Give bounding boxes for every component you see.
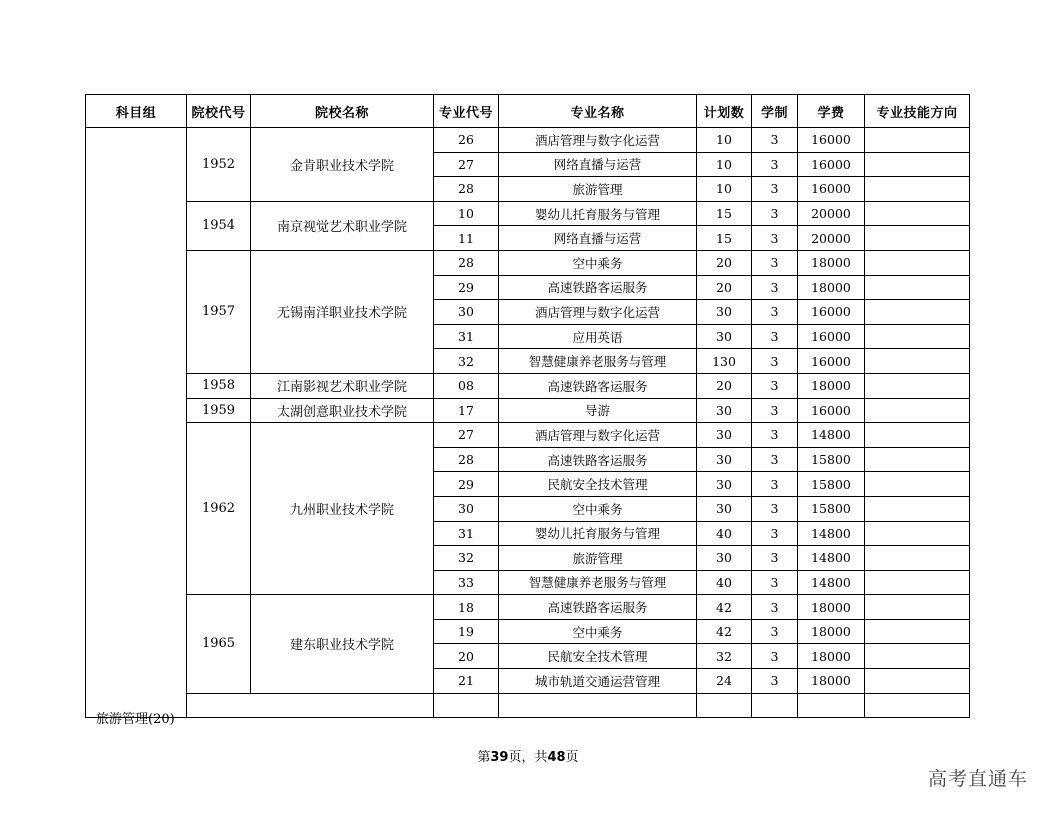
header-duration: 学制 (752, 95, 798, 128)
skill-direction-cell (865, 423, 970, 448)
major-code-cell: 08 (434, 373, 499, 398)
major-code-cell: 28 (434, 447, 499, 472)
major-code-cell: 10 (434, 201, 499, 226)
skill-direction-cell (865, 152, 970, 177)
table-row (86, 128, 970, 153)
tuition-cell: 16000 (798, 398, 865, 423)
major-name-cell: 城市轨道交通运营管理 (499, 669, 697, 694)
skill-direction-cell (865, 201, 970, 226)
continued-cell (865, 693, 970, 718)
plan-count-cell: 20 (697, 373, 752, 398)
table-row (86, 250, 970, 275)
continued-cell (697, 693, 752, 718)
plan-count-cell: 10 (697, 128, 752, 153)
table-row-continued (86, 693, 970, 718)
major-name-cell: 婴幼儿托育服务与管理 (499, 521, 697, 546)
major-code-cell: 11 (434, 226, 499, 251)
header-skill-direction: 专业技能方向 (865, 95, 970, 128)
table-body (86, 128, 970, 728)
major-code-cell: 30 (434, 496, 499, 521)
tuition-cell: 15800 (798, 447, 865, 472)
major-name-cell: 导游 (499, 398, 697, 423)
duration-cell: 3 (752, 472, 798, 497)
major-code-cell: 31 (434, 521, 499, 546)
tuition-cell: 14800 (798, 423, 865, 448)
tuition-cell: 15800 (798, 472, 865, 497)
header-tuition: 学费 (798, 95, 865, 128)
major-code-cell: 27 (434, 423, 499, 448)
school-name-cell: 金肯职业技术学院 (251, 128, 434, 202)
plan-count-cell: 10 (697, 177, 752, 202)
skill-direction-cell (865, 669, 970, 694)
major-code-cell: 30 (434, 300, 499, 325)
major-code-cell: 32 (434, 546, 499, 571)
major-name-cell: 高速铁路客运服务 (499, 275, 697, 300)
major-name-cell: 婴幼儿托育服务与管理 (499, 201, 697, 226)
major-name-cell: 空中乘务 (499, 250, 697, 275)
major-name-cell: 应用英语 (499, 324, 697, 349)
continued-cell (798, 693, 865, 718)
page-prefix: 第 (477, 750, 491, 765)
tuition-cell: 18000 (798, 373, 865, 398)
skill-direction-cell (865, 447, 970, 472)
duration-cell: 3 (752, 521, 798, 546)
plan-count-cell: 30 (697, 496, 752, 521)
page-middle: 页，共 (508, 750, 548, 765)
skill-direction-cell (865, 521, 970, 546)
major-name-cell: 高速铁路客运服务 (499, 373, 697, 398)
school-name-cell: 南京视觉艺术职业学院 (251, 201, 434, 250)
skill-direction-cell (865, 570, 970, 595)
major-code-cell: 28 (434, 250, 499, 275)
major-code-cell: 18 (434, 595, 499, 620)
duration-cell: 3 (752, 619, 798, 644)
tuition-cell: 16000 (798, 128, 865, 153)
tuition-cell: 15800 (798, 496, 865, 521)
skill-direction-cell (865, 472, 970, 497)
subject-group-label: 旅游管理(20) (96, 712, 175, 728)
plan-count-cell: 20 (697, 275, 752, 300)
skill-direction-cell (865, 128, 970, 153)
major-name-cell: 网络直播与运营 (499, 152, 697, 177)
plan-count-cell: 30 (697, 472, 752, 497)
header-plan-count: 计划数 (697, 95, 752, 128)
major-code-cell: 26 (434, 128, 499, 153)
plan-count-cell: 30 (697, 423, 752, 448)
header-major-name: 专业名称 (499, 95, 697, 128)
duration-cell: 3 (752, 644, 798, 669)
duration-cell: 3 (752, 398, 798, 423)
major-name-cell: 网络直播与运营 (499, 226, 697, 251)
duration-cell: 3 (752, 324, 798, 349)
major-code-cell: 17 (434, 398, 499, 423)
plan-count-cell: 42 (697, 619, 752, 644)
major-code-cell: 21 (434, 669, 499, 694)
major-code-cell: 20 (434, 644, 499, 669)
tuition-cell: 20000 (798, 226, 865, 251)
duration-cell: 3 (752, 546, 798, 571)
skill-direction-cell (865, 300, 970, 325)
major-name-cell: 酒店管理与数字化运营 (499, 128, 697, 153)
watermark-text: 高考直通车 (927, 768, 1028, 790)
table-row (86, 398, 970, 423)
skill-direction-cell (865, 595, 970, 620)
school-name-cell: 九州职业技术学院 (251, 423, 434, 595)
plan-count-cell: 30 (697, 398, 752, 423)
duration-cell: 3 (752, 250, 798, 275)
header-school-name: 院校名称 (251, 95, 434, 128)
skill-direction-cell (865, 250, 970, 275)
school-code-cell: 1965 (187, 595, 251, 693)
school-name-cell: 无锡南洋职业技术学院 (251, 250, 434, 373)
tuition-cell: 18000 (798, 644, 865, 669)
tuition-cell: 16000 (798, 324, 865, 349)
tuition-cell: 14800 (798, 546, 865, 571)
plan-count-cell: 130 (697, 349, 752, 374)
school-code-cell: 1962 (187, 423, 251, 595)
duration-cell: 3 (752, 349, 798, 374)
header-subject-group: 科目组 (86, 95, 187, 128)
skill-direction-cell (865, 398, 970, 423)
major-name-cell: 智慧健康养老服务与管理 (499, 349, 697, 374)
skill-direction-cell (865, 177, 970, 202)
major-name-cell: 空中乘务 (499, 619, 697, 644)
major-name-cell: 酒店管理与数字化运营 (499, 423, 697, 448)
subject-group-cell (86, 128, 187, 728)
skill-direction-cell (865, 324, 970, 349)
tuition-cell: 14800 (798, 521, 865, 546)
tuition-cell: 18000 (798, 250, 865, 275)
major-name-cell: 旅游管理 (499, 177, 697, 202)
skill-direction-cell (865, 496, 970, 521)
continued-school-cell (187, 693, 434, 718)
duration-cell: 3 (752, 595, 798, 620)
admission-plan-table-wrapper (85, 94, 969, 728)
skill-direction-cell (865, 644, 970, 669)
continued-cell (752, 693, 798, 718)
tuition-cell: 14800 (798, 570, 865, 595)
major-name-cell: 高速铁路客运服务 (499, 595, 697, 620)
school-name-cell: 太湖创意职业技术学院 (251, 398, 434, 423)
school-code-cell: 1954 (187, 201, 251, 250)
continued-cell (434, 693, 499, 718)
duration-cell: 3 (752, 201, 798, 226)
school-code-cell: 1952 (187, 128, 251, 202)
tuition-cell: 18000 (798, 275, 865, 300)
admission-plan-table (85, 94, 970, 728)
continued-cell (499, 693, 697, 718)
major-code-cell: 31 (434, 324, 499, 349)
tuition-cell: 16000 (798, 349, 865, 374)
major-code-cell: 32 (434, 349, 499, 374)
tuition-cell: 20000 (798, 201, 865, 226)
major-name-cell: 旅游管理 (499, 546, 697, 571)
plan-count-cell: 42 (697, 595, 752, 620)
duration-cell: 3 (752, 373, 798, 398)
page-suffix: 页 (565, 750, 579, 765)
page-total: 48 (547, 750, 566, 765)
major-code-cell: 27 (434, 152, 499, 177)
plan-count-cell: 10 (697, 152, 752, 177)
major-name-cell: 高速铁路客运服务 (499, 447, 697, 472)
plan-count-cell: 30 (697, 300, 752, 325)
tuition-cell: 16000 (798, 300, 865, 325)
school-name-cell: 江南影视艺术职业学院 (251, 373, 434, 398)
skill-direction-cell (865, 546, 970, 571)
skill-direction-cell (865, 275, 970, 300)
header-major-code: 专业代号 (434, 95, 499, 128)
major-code-cell: 29 (434, 472, 499, 497)
tuition-cell: 18000 (798, 619, 865, 644)
major-name-cell: 酒店管理与数字化运营 (499, 300, 697, 325)
tuition-cell: 16000 (798, 152, 865, 177)
duration-cell: 3 (752, 177, 798, 202)
skill-direction-cell (865, 349, 970, 374)
tuition-cell: 16000 (798, 177, 865, 202)
major-name-cell: 民航安全技术管理 (499, 472, 697, 497)
major-code-cell: 28 (434, 177, 499, 202)
plan-count-cell: 32 (697, 644, 752, 669)
major-code-cell: 33 (434, 570, 499, 595)
table-row (86, 423, 970, 448)
plan-count-cell: 24 (697, 669, 752, 694)
duration-cell: 3 (752, 275, 798, 300)
page-number (0, 746, 1056, 765)
duration-cell: 3 (752, 128, 798, 153)
tuition-cell: 18000 (798, 595, 865, 620)
plan-count-cell: 30 (697, 546, 752, 571)
plan-count-cell: 20 (697, 250, 752, 275)
major-code-cell: 19 (434, 619, 499, 644)
duration-cell: 3 (752, 447, 798, 472)
table-row (86, 595, 970, 620)
duration-cell: 3 (752, 300, 798, 325)
skill-direction-cell (865, 226, 970, 251)
plan-count-cell: 30 (697, 324, 752, 349)
major-name-cell: 智慧健康养老服务与管理 (499, 570, 697, 595)
major-name-cell: 民航安全技术管理 (499, 644, 697, 669)
header-school-code: 院校代号 (187, 95, 251, 128)
skill-direction-cell (865, 619, 970, 644)
table-row (86, 373, 970, 398)
school-code-cell: 1958 (187, 373, 251, 398)
duration-cell: 3 (752, 570, 798, 595)
table-header-row (86, 95, 970, 128)
major-code-cell: 29 (434, 275, 499, 300)
plan-count-cell: 30 (697, 447, 752, 472)
school-name-cell: 建东职业技术学院 (251, 595, 434, 693)
plan-count-cell: 40 (697, 570, 752, 595)
major-name-cell: 空中乘务 (499, 496, 697, 521)
duration-cell: 3 (752, 669, 798, 694)
duration-cell: 3 (752, 496, 798, 521)
tuition-cell: 18000 (798, 669, 865, 694)
school-code-cell: 1959 (187, 398, 251, 423)
plan-count-cell: 15 (697, 201, 752, 226)
page-current: 39 (490, 750, 509, 765)
plan-count-cell: 40 (697, 521, 752, 546)
table-row (86, 201, 970, 226)
school-code-cell: 1957 (187, 250, 251, 373)
skill-direction-cell (865, 373, 970, 398)
plan-count-cell: 15 (697, 226, 752, 251)
duration-cell: 3 (752, 423, 798, 448)
duration-cell: 3 (752, 226, 798, 251)
duration-cell: 3 (752, 152, 798, 177)
